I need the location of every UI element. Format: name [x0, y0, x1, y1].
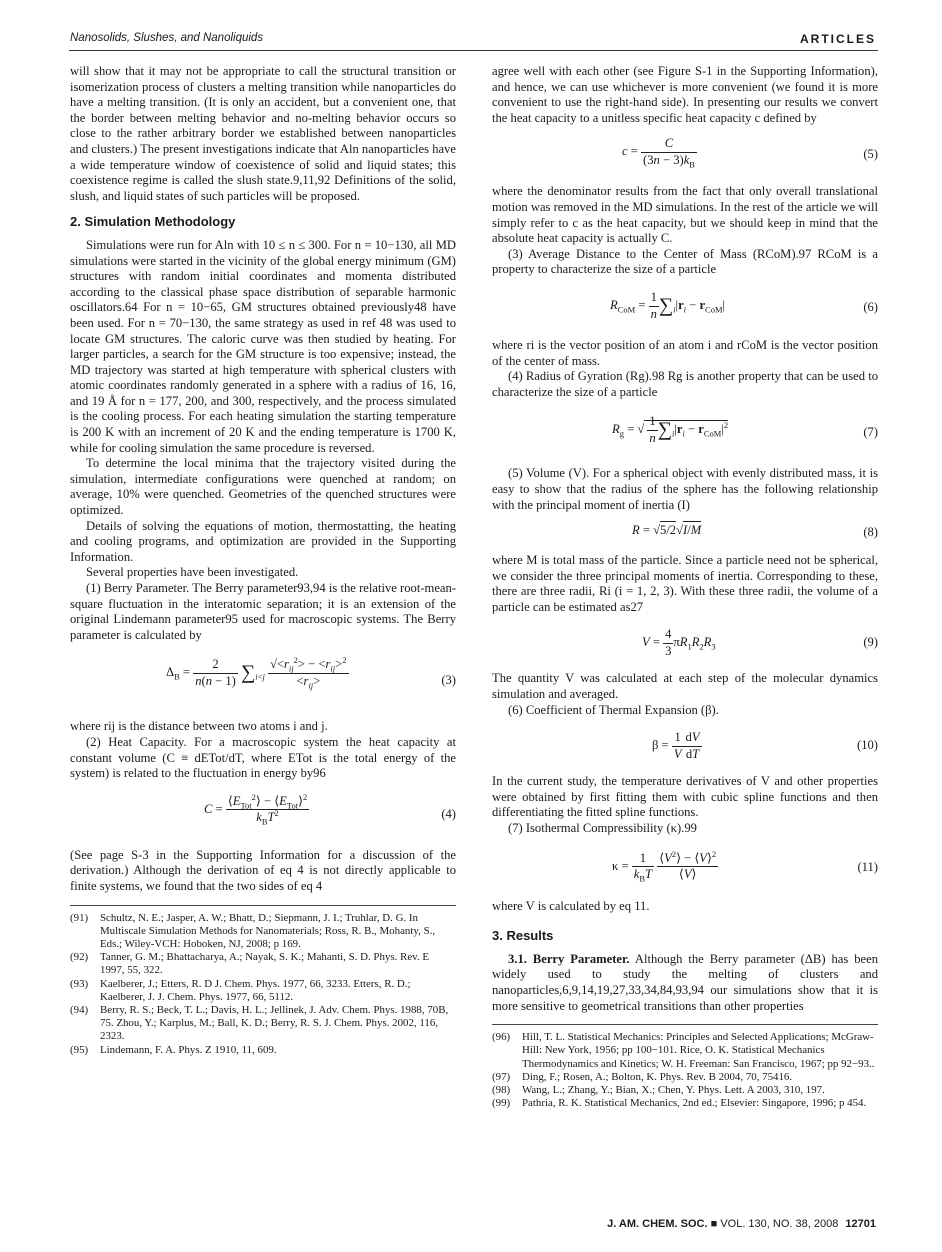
volume-paragraph: (5) Volume (V). For a spherical object with evenly distributed mass, it is easy to show that the radius of the sphere has the following relationship with the principal moment of inertia (I) — [492, 466, 878, 512]
reference-item — [70, 951, 456, 977]
reference-number: (92) — [70, 951, 89, 964]
thermal-expansion-paragraph: (6) Coefficient of Thermal Expansion (β). — [508, 702, 719, 717]
reference-item — [492, 1031, 878, 1071]
simulation-paragraph-3: Details of solving the equations of motion, thermostatting, the heating and cooling programs, and optimization are provided in the Supporting Information. — [70, 518, 456, 564]
compressibility-paragraph: (7) Isothermal Compressibility (κ).99 — [508, 821, 697, 836]
reference-number: (94) — [70, 1003, 89, 1016]
reference-item — [492, 1097, 878, 1110]
denominator-paragraph: where the denominator results from the fact that only overall translational motion was removed in the MD simulations. In the rest of the article we will simply refer to c as the heat capacity, but we should keep in mind that the absolute heat capacity is actually C. — [492, 184, 878, 246]
equation-7: $R_g$ = √ $\frac{1}{n}$ $\sum_i|r_i - r_{CoM}|^2$ (7) — [612, 414, 878, 445]
reference-text: Pathria, R. K. Statistical Mechanics, 2nd ed.; Elsevier: Singapore, 1996; p 454. — [522, 1097, 867, 1110]
page-footer — [607, 1218, 876, 1230]
quantity-paragraph: The quantity V was calculated at each step of the molecular dynamics simulation and averaged. — [492, 671, 878, 702]
equation-7-number: (7) — [863, 425, 878, 440]
section-2-heading: 2. Simulation Methodology — [70, 214, 236, 230]
page-number: 12701 — [845, 1218, 876, 1230]
equation-4-number: (4) — [441, 806, 456, 821]
reference-item — [70, 978, 456, 1004]
reference-number: (97) — [492, 1070, 511, 1083]
left-references — [70, 905, 456, 1057]
equation-5-number: (5) — [863, 147, 878, 162]
reference-number: (99) — [492, 1097, 511, 1110]
simulation-paragraph-4: Several properties have been investigated. — [86, 565, 299, 580]
footer-bullet: ■ — [710, 1218, 718, 1230]
rcom-paragraph: (3) Average Distance to the Center of Mass (RCoM).97 RCoM is a property to characterize the size of a particle — [492, 246, 878, 277]
header-rule — [69, 50, 878, 51]
reference-text: Tanner, G. M.; Bhattacharya, A.; Nayak, S. K.; Mahanti, S. D. Phys. Rev. E 1997, 55, 322. — [100, 951, 429, 977]
equation-9-number: (9) — [863, 635, 878, 650]
reference-text: Wang, L.; Zhang, Y.; Bian, X.; Chen, Y. Phys. Lett. A 2003, 310, 197. — [522, 1084, 825, 1096]
equation-5: c = $\frac{C}{(3n - 3)k_B}$ (5) — [622, 136, 878, 170]
equation-6: $R_{CoM}$ = $\frac{1}{n}$ $\sum_i|r_i - r_{CoM}|$ (6) — [610, 289, 878, 321]
equation-10: β = $\frac{1}{V}$ $\frac{dV}{dT}$ (10) — [652, 730, 878, 761]
reference-text: Kaelberer, J.; Etters, R. D J. Chem. Phys. 1977, 66, 3233. Etters, R. D.; Kaelberer, J. J. Chem. Phys. 1977, 66, 5112. — [100, 977, 411, 1003]
subsection-3-1-title: 3.1. Berry Parameter. — [508, 951, 630, 966]
agree-paragraph: agree well with each other (see Figure S-1 in the Supporting Information), and hence, we can use whichever is more convenient (we found it is more convenient to use the right-hand side). In presenting our results we convert the heat capacity to a unitless specific heat capacity c defined by — [492, 64, 878, 125]
equation-8: R = √5/2√I/M (8) — [632, 523, 878, 540]
journal-name: J. AM. CHEM. SOC. — [607, 1218, 708, 1230]
reference-item — [70, 1004, 456, 1044]
reference-number: (96) — [492, 1031, 511, 1044]
reference-text: Ding, F.; Rosen, A.; Bolton, K. Phys. Rev. B 2004, 70, 75416. — [522, 1070, 793, 1083]
right-column — [492, 64, 878, 1110]
reference-text: Schultz, N. E.; Jasper, A. W.; Bhatt, D.; Siepmann, J. I.; Truhlar, D. G. In Multiscale Simulation Methods for Nanomaterials; Ross, R. B., Mohanty, S., Eds.; Wiley-VCH: Hoboken, NJ, 2008; p 169. — [100, 911, 436, 950]
equation-11-number: (11) — [857, 859, 878, 874]
rij-paragraph: where rij is the distance between two atoms i and j. — [70, 719, 328, 734]
footnote-rule — [70, 905, 456, 906]
reference-text: Lindemann, F. A. Phys. Z 1910, 11, 609. — [100, 1043, 277, 1056]
berry-parameter-paragraph: (1) Berry Parameter. The Berry parameter93,94 is the relative root-mean-square fluctuation in the interatomic separation; it is an extension of the original Lindemann parameter95 used for macroscopic systems. The Berry parameter is calculated by — [70, 581, 456, 642]
reference-text: Berry, R. S.; Beck, T. L.; Davis, H. L.; Jellinek, J. Adv. Chem. Phys. 1988, 70B, 75. Zhou, Y.; Karplus, M.; Ball, K. D.; Berry, R. S. J. Chem. Phys. 2002, 116, 2323. — [100, 1003, 449, 1043]
equation-11: κ = $\frac{1}{k_BT}$ $\frac{⟨V^2⟩ - ⟨V⟩^2}{⟨V⟩}$ (11) — [612, 848, 878, 884]
reference-number: (98) — [492, 1084, 511, 1096]
reference-item — [70, 1044, 456, 1057]
equation-10-number: (10) — [857, 738, 878, 753]
reference-text: Hill, T. L. Statistical Mechanics: Principles and Selected Applications; McGraw-Hill: New York, 1956; pp 100−101. Rice, O. K. Statistical Mechanics Thermodynamics and Kinetics; W. H. Freeman: San Francisco, 1967; pp 92−93.. — [522, 1031, 875, 1070]
journal-volume: VOL. 130, NO. 38, 2008 — [720, 1218, 839, 1230]
heat-capacity-paragraph: (2) Heat Capacity. For a macroscopic system the heat capacity at constant volume (C ≡ dETot/dT, where ETot is the total energy of the system) is related to the fluctuation in energy by96 — [70, 734, 456, 781]
ri-paragraph: where ri is the vector position of an atom i and rCoM is the vector position of the center of mass. — [492, 337, 878, 368]
equation-9: V = $\frac{4}{3}$ $\pi R_1R_2R_3$ (9) — [642, 627, 878, 659]
reference-number: (93) — [70, 977, 89, 990]
right-references — [492, 1024, 878, 1110]
footnote-rule — [492, 1024, 878, 1025]
equation-6-number: (6) — [863, 300, 878, 315]
equation-3: $\Delta_B$ = $\frac{2}{n(n - 1)}$ $\sum_{i<j}$ $\frac{√<r_{ij}^2> - <r_{ij}>^2}{<r_{ij}>}$ (3) — [166, 655, 456, 691]
reference-number: (95) — [70, 1043, 89, 1056]
reference-number: (91) — [70, 911, 89, 924]
reference-item — [70, 912, 456, 952]
left-column — [70, 64, 456, 1057]
where-v-paragraph: where V is calculated by eq 11. — [492, 898, 650, 913]
radius-gyration-paragraph: (4) Radius of Gyration (Rg).98 Rg is another property that can be used to characterize the size of a particle — [492, 369, 878, 399]
simulation-paragraph-2: To determine the local minima that the trajectory visited during the simulation, intermediate configurations were quenched at random; on average, 10% were quenched. Geometries of the quenched structures were optimized. — [70, 456, 456, 518]
intro-paragraph: will show that it may not be appropriate to call the structural transition or isomerization process of clusters a melting transition while nanoparticles do have a melting transition. (It is only an accident, but a convenient one, that the border between melting behavior and no-melting behavior occurs so close to the rather arbitrary border we established between nanoparticles and clusters.) The present investigations indicate that Aln nanoparticles have a wide temperature window of coexistence of solid and liquid states; this coexistence regime is called the slush state.9,11,92 Definitions of the solid, slush, and liquid states of such particles will be proposed. — [70, 64, 456, 203]
section-3-heading: 3. Results — [492, 928, 554, 944]
results-text: Although the Berry parameter (ΔB) has been widely used to study the melting of clusters and nanoparticles,6,9,14,19,27,33,34,84,93,94 our simulations show that it is more sensitive to geometrical transitions than other properties — [492, 951, 878, 1013]
equation-4: C = $\frac{⟨E_{Tot}^2⟩ - ⟨E_{Tot}⟩^2}{k_BT^2}$ (4) — [204, 791, 456, 827]
section-label: ARTICLES — [800, 32, 876, 46]
reference-item — [492, 1071, 878, 1084]
current-study-paragraph: In the current study, the temperature derivatives of V and other properties were obtained by first fitting them with cubic spline functions and then differentiating the fitted spline functions. — [492, 774, 878, 820]
results-paragraph — [492, 952, 878, 1014]
running-title: Nanosolids, Slushes, and Nanoliquids — [70, 32, 264, 44]
reference-item — [492, 1084, 878, 1097]
equation-8-number: (8) — [863, 525, 878, 540]
see-page-paragraph: (See page S-3 in the Supporting Information for a discussion of the derivation.) Although the derivation of eq 4 is not directly applicable to finite systems, we found that the two sides of eq 4 — [70, 847, 456, 893]
simulation-paragraph-1: Simulations were run for Aln with 10 ≤ n ≤ 300. For n = 10−130, all MD simulations were started in the vicinity of the global energy minimum (GM) structures with random initial coordinates and momenta distributed according to the classical phase space distribution of separable harmonic oscillators.64 For n = 10−65, GM structures obtained previously48 have been used. For n = 70−130, the same strategy as used in ref 48 was used to locate GM structures. The caloric curve was then studied by heating. For larger particles, a search for the GM structure is too expensive; instead, the MD trajectory was started at high temperature with spherical clusters with atomic coordinates randomly generated in a sphere with a radius of 16, 16, and 19 Å for n = 177, 200, and 300, respectively, and the process simulated is the cooling process. For each heating simulation the starting temperature is 200 K with an increment of 20 K and the ending temperature is 1700 K, while for cooling simulation the same procedure is reversed. — [70, 237, 456, 455]
mass-paragraph: where M is total mass of the particle. Since a particle need not be spherical, we consider the three principal moments of inertia. Corresponding to these, there are three radii, Ri (i = 1, 2, 3). With these three radii, the volume of a particle can be estimated as27 — [492, 553, 878, 614]
equation-3-number: (3) — [441, 673, 456, 688]
